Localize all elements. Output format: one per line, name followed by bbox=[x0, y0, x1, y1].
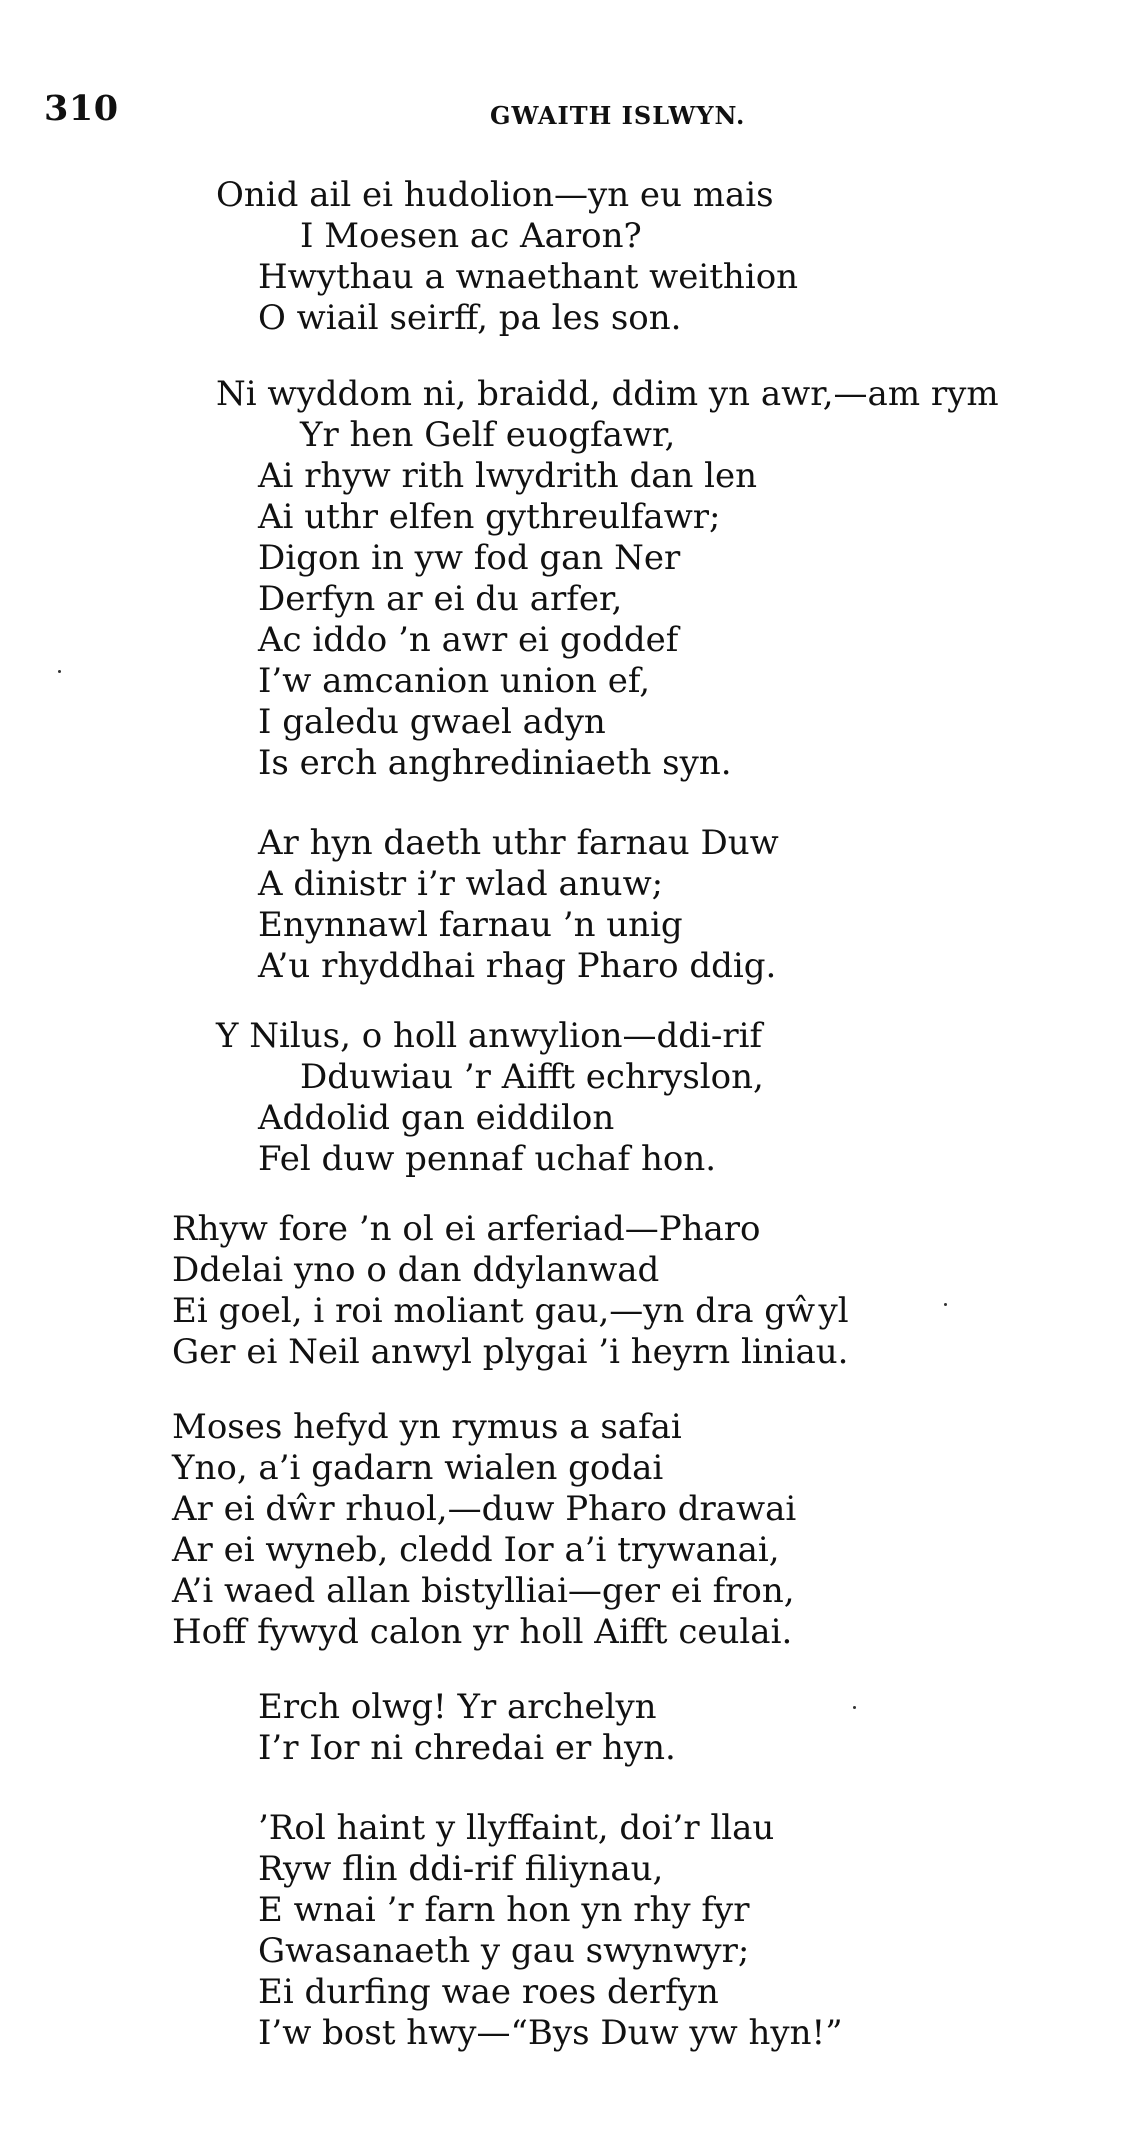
verse-line: Derfyn ar ei du arfer, bbox=[258, 579, 623, 619]
verse-line: I’w amcanion union ef, bbox=[258, 661, 651, 701]
verse-line: I’r Ior ni chredai er hyn. bbox=[258, 1728, 676, 1768]
verse-line: Moses hefyd yn rymus a safai bbox=[172, 1407, 682, 1447]
verse-line: Onid ail ei hudolion—yn eu mais bbox=[216, 175, 774, 215]
verse-line: Gwasanaeth y gau swynwyr; bbox=[258, 1931, 750, 1971]
print-speck bbox=[944, 1303, 947, 1306]
verse-line: Addolid gan eiddilon bbox=[258, 1098, 615, 1138]
verse-line: Digon in yw fod gan Ner bbox=[258, 538, 681, 578]
page-number: 310 bbox=[44, 88, 119, 129]
print-speck bbox=[58, 670, 61, 673]
verse-line: Ar hyn daeth uthr farnau Duw bbox=[258, 823, 779, 863]
print-speck bbox=[853, 1706, 856, 1709]
verse-line: Yr hen Gelf euogfawr, bbox=[300, 415, 676, 455]
verse-line: Yno, a’i gadarn wialen godai bbox=[172, 1448, 664, 1488]
verse-line: Ei goel, i roi moliant gau,—yn dra gŵyl bbox=[172, 1291, 849, 1331]
verse-line: A dinistr i’r wlad anuw; bbox=[258, 864, 664, 904]
verse-line: Ei durfing wae roes derfyn bbox=[258, 1972, 719, 2012]
verse-line: Ac iddo ’n awr ei goddef bbox=[258, 620, 679, 660]
verse-line: Ar ei dŵr rhuol,—duw Pharo drawai bbox=[172, 1489, 797, 1529]
verse-line: Enynnawl farnau ’n unig bbox=[258, 905, 683, 945]
verse-line: O wiail seirff, pa les son. bbox=[258, 298, 682, 338]
verse-line: A’u rhyddhai rhag Pharo ddig. bbox=[258, 946, 777, 986]
verse-line: A’i waed allan bistylliai—ger ei fron, bbox=[172, 1571, 795, 1611]
verse-line: Ddelai yno o dan ddylanwad bbox=[172, 1250, 660, 1290]
verse-line: Hwythau a wnaethant weithion bbox=[258, 257, 799, 297]
verse-line: Hoff fywyd calon yr holl Aifft ceulai. bbox=[172, 1612, 793, 1652]
running-head: GWAITH ISLWYN. bbox=[490, 101, 746, 130]
verse-line: E wnai ’r farn hon yn rhy fyr bbox=[258, 1890, 750, 1930]
verse-line: Rhyw fore ’n ol ei arferiad—Pharo bbox=[172, 1209, 761, 1249]
verse-line: Ryw flin ddi-rif filiynau, bbox=[258, 1849, 664, 1889]
verse-line: I Moesen ac Aaron? bbox=[300, 216, 642, 256]
verse-line: Is erch anghrediniaeth syn. bbox=[258, 743, 732, 783]
verse-line: Ni wyddom ni, braidd, ddim yn awr,—am rym bbox=[216, 374, 999, 414]
verse-line: Fel duw pennaf uchaf hon. bbox=[258, 1139, 717, 1179]
verse-line: Dduwiau ’r Aifft echryslon, bbox=[300, 1057, 764, 1097]
verse-line: Erch olwg! Yr archelyn bbox=[258, 1687, 657, 1727]
verse-line: Ar ei wyneb, cledd Ior a’i trywanai, bbox=[172, 1530, 780, 1570]
verse-line: Y Nilus, o holl anwylion—ddi-rif bbox=[216, 1016, 763, 1056]
verse-line: I’w bost hwy—“Bys Duw yw hyn!” bbox=[258, 2013, 843, 2053]
verse-line: ’Rol haint y llyffaint, doi’r llau bbox=[258, 1808, 775, 1848]
verse-line: Ai uthr elfen gythreulfawr; bbox=[258, 497, 721, 537]
verse-line: Ger ei Neil anwyl plygai ’i heyrn liniau. bbox=[172, 1332, 849, 1372]
verse-line: Ai rhyw rith lwydrith dan len bbox=[258, 456, 758, 496]
verse-line: I galedu gwael adyn bbox=[258, 702, 606, 742]
